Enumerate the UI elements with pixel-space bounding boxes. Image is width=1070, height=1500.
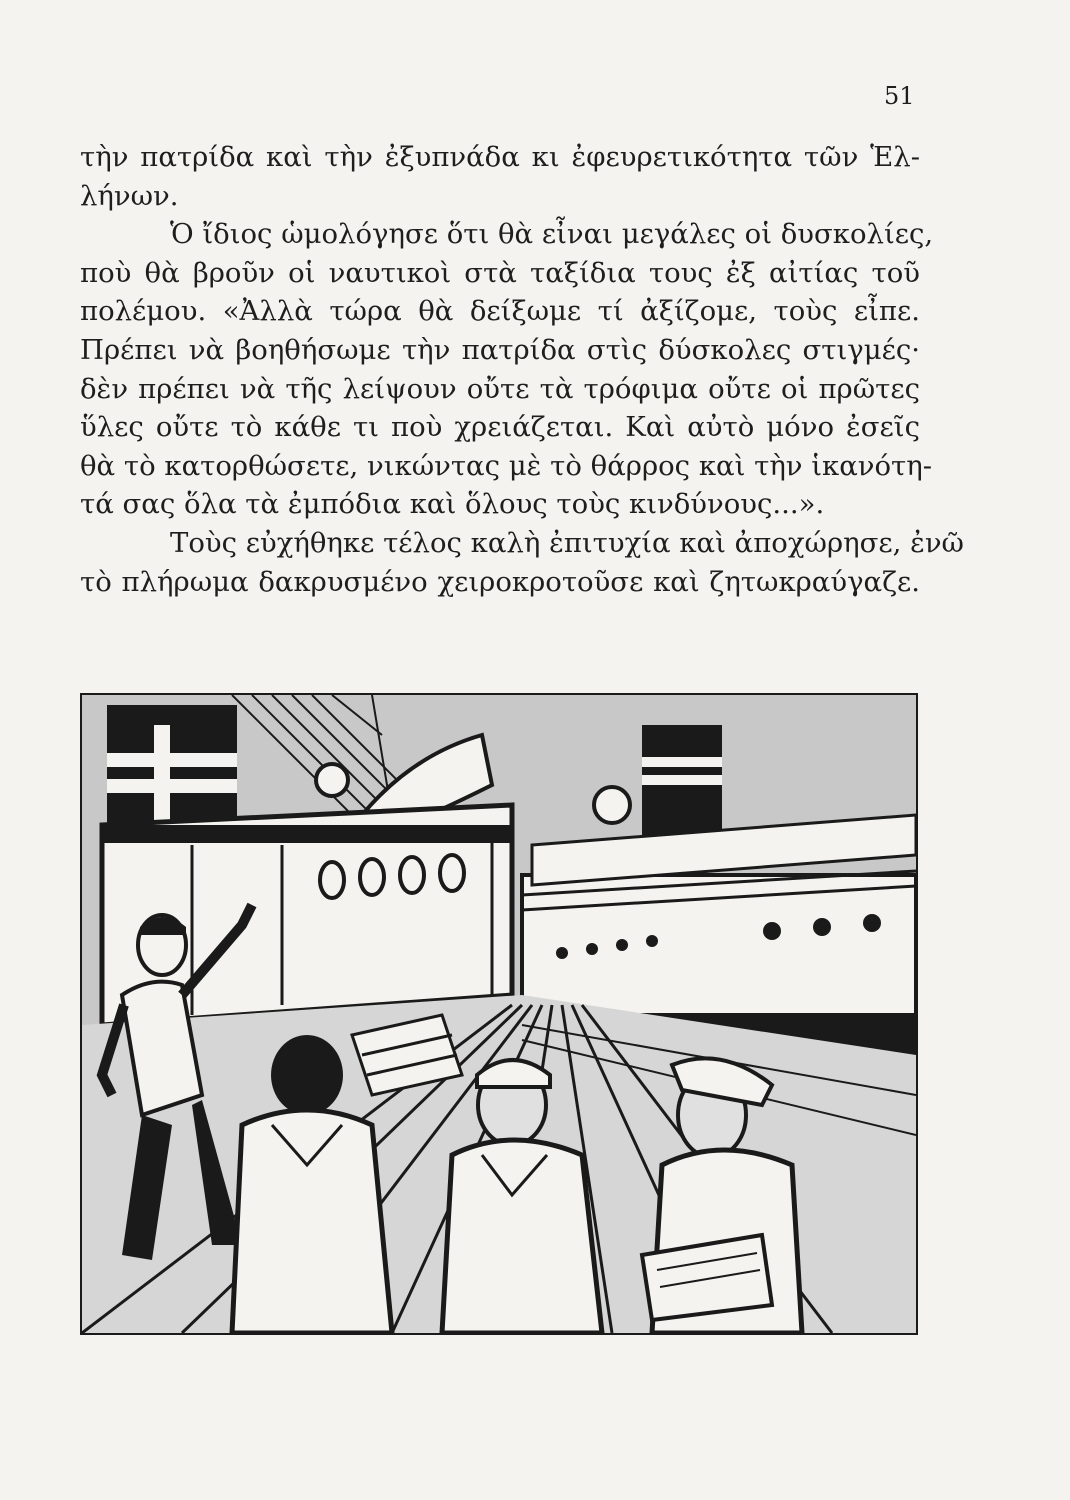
text-line: ὕλες οὔτε τὸ κάθε τι ποὺ χρειάζεται. Καὶ αὐτὸ μόνο ἐσεῖς bbox=[80, 411, 920, 444]
illustration-drawing bbox=[82, 695, 916, 1333]
text-line: λήνων. bbox=[80, 179, 179, 212]
text-line: δὲν πρέπει νὰ τῆς λείψουν οὔτε τὰ τρόφιμα οὔτε οἱ πρῶτες bbox=[80, 372, 920, 405]
page-number: 51 bbox=[884, 82, 915, 110]
body-text bbox=[80, 138, 964, 601]
text-line: Ὁ ἴδιος ὡμολόγησε ὅτι θὰ εἶναι μεγάλες οἱ δυσκολίες, bbox=[170, 218, 934, 251]
ventilator bbox=[316, 764, 348, 796]
text-line: τὸ πλήρωμα δακρυσμένο χειροκροτοῦσε καὶ ζητωκραύγαζε. bbox=[80, 565, 920, 598]
text-line: θὰ τὸ κατορθώσετε, νικώντας μὲ τὸ θάρρος καὶ τὴν ἱκανότη- bbox=[80, 449, 933, 482]
left-funnel bbox=[107, 705, 237, 835]
text-line: πολέμου. «Ἀλλὰ τώρα θὰ δείξωμε τί ἀξίζομε, τοὺς εἶπε. bbox=[80, 295, 920, 328]
text-line: τὴν πατρίδα καὶ τὴν ἐξυπνάδα κι ἐφευρετικότητα τῶν Ἑλ- bbox=[80, 141, 920, 173]
text-line: Πρέπει νὰ βοηθήσωμε τὴν πατρίδα στὶς δύσκολες στιγμές· bbox=[80, 333, 920, 366]
text-line: Τοὺς εὐχήθηκε τέλος καλὴ ἐπιτυχία καὶ ἀποχώρησε, ἐνῶ bbox=[170, 526, 964, 559]
text-line: ποὺ θὰ βροῦν οἱ ναυτικοὶ στὰ ταξίδια τους ἐξ αἰτίας τοῦ bbox=[80, 256, 920, 289]
text-line: τά σας ὅλα τὰ ἐμπόδια καὶ ὅλους τοὺς κινδύνους...». bbox=[80, 488, 825, 521]
ship-deck-illustration bbox=[80, 693, 918, 1335]
